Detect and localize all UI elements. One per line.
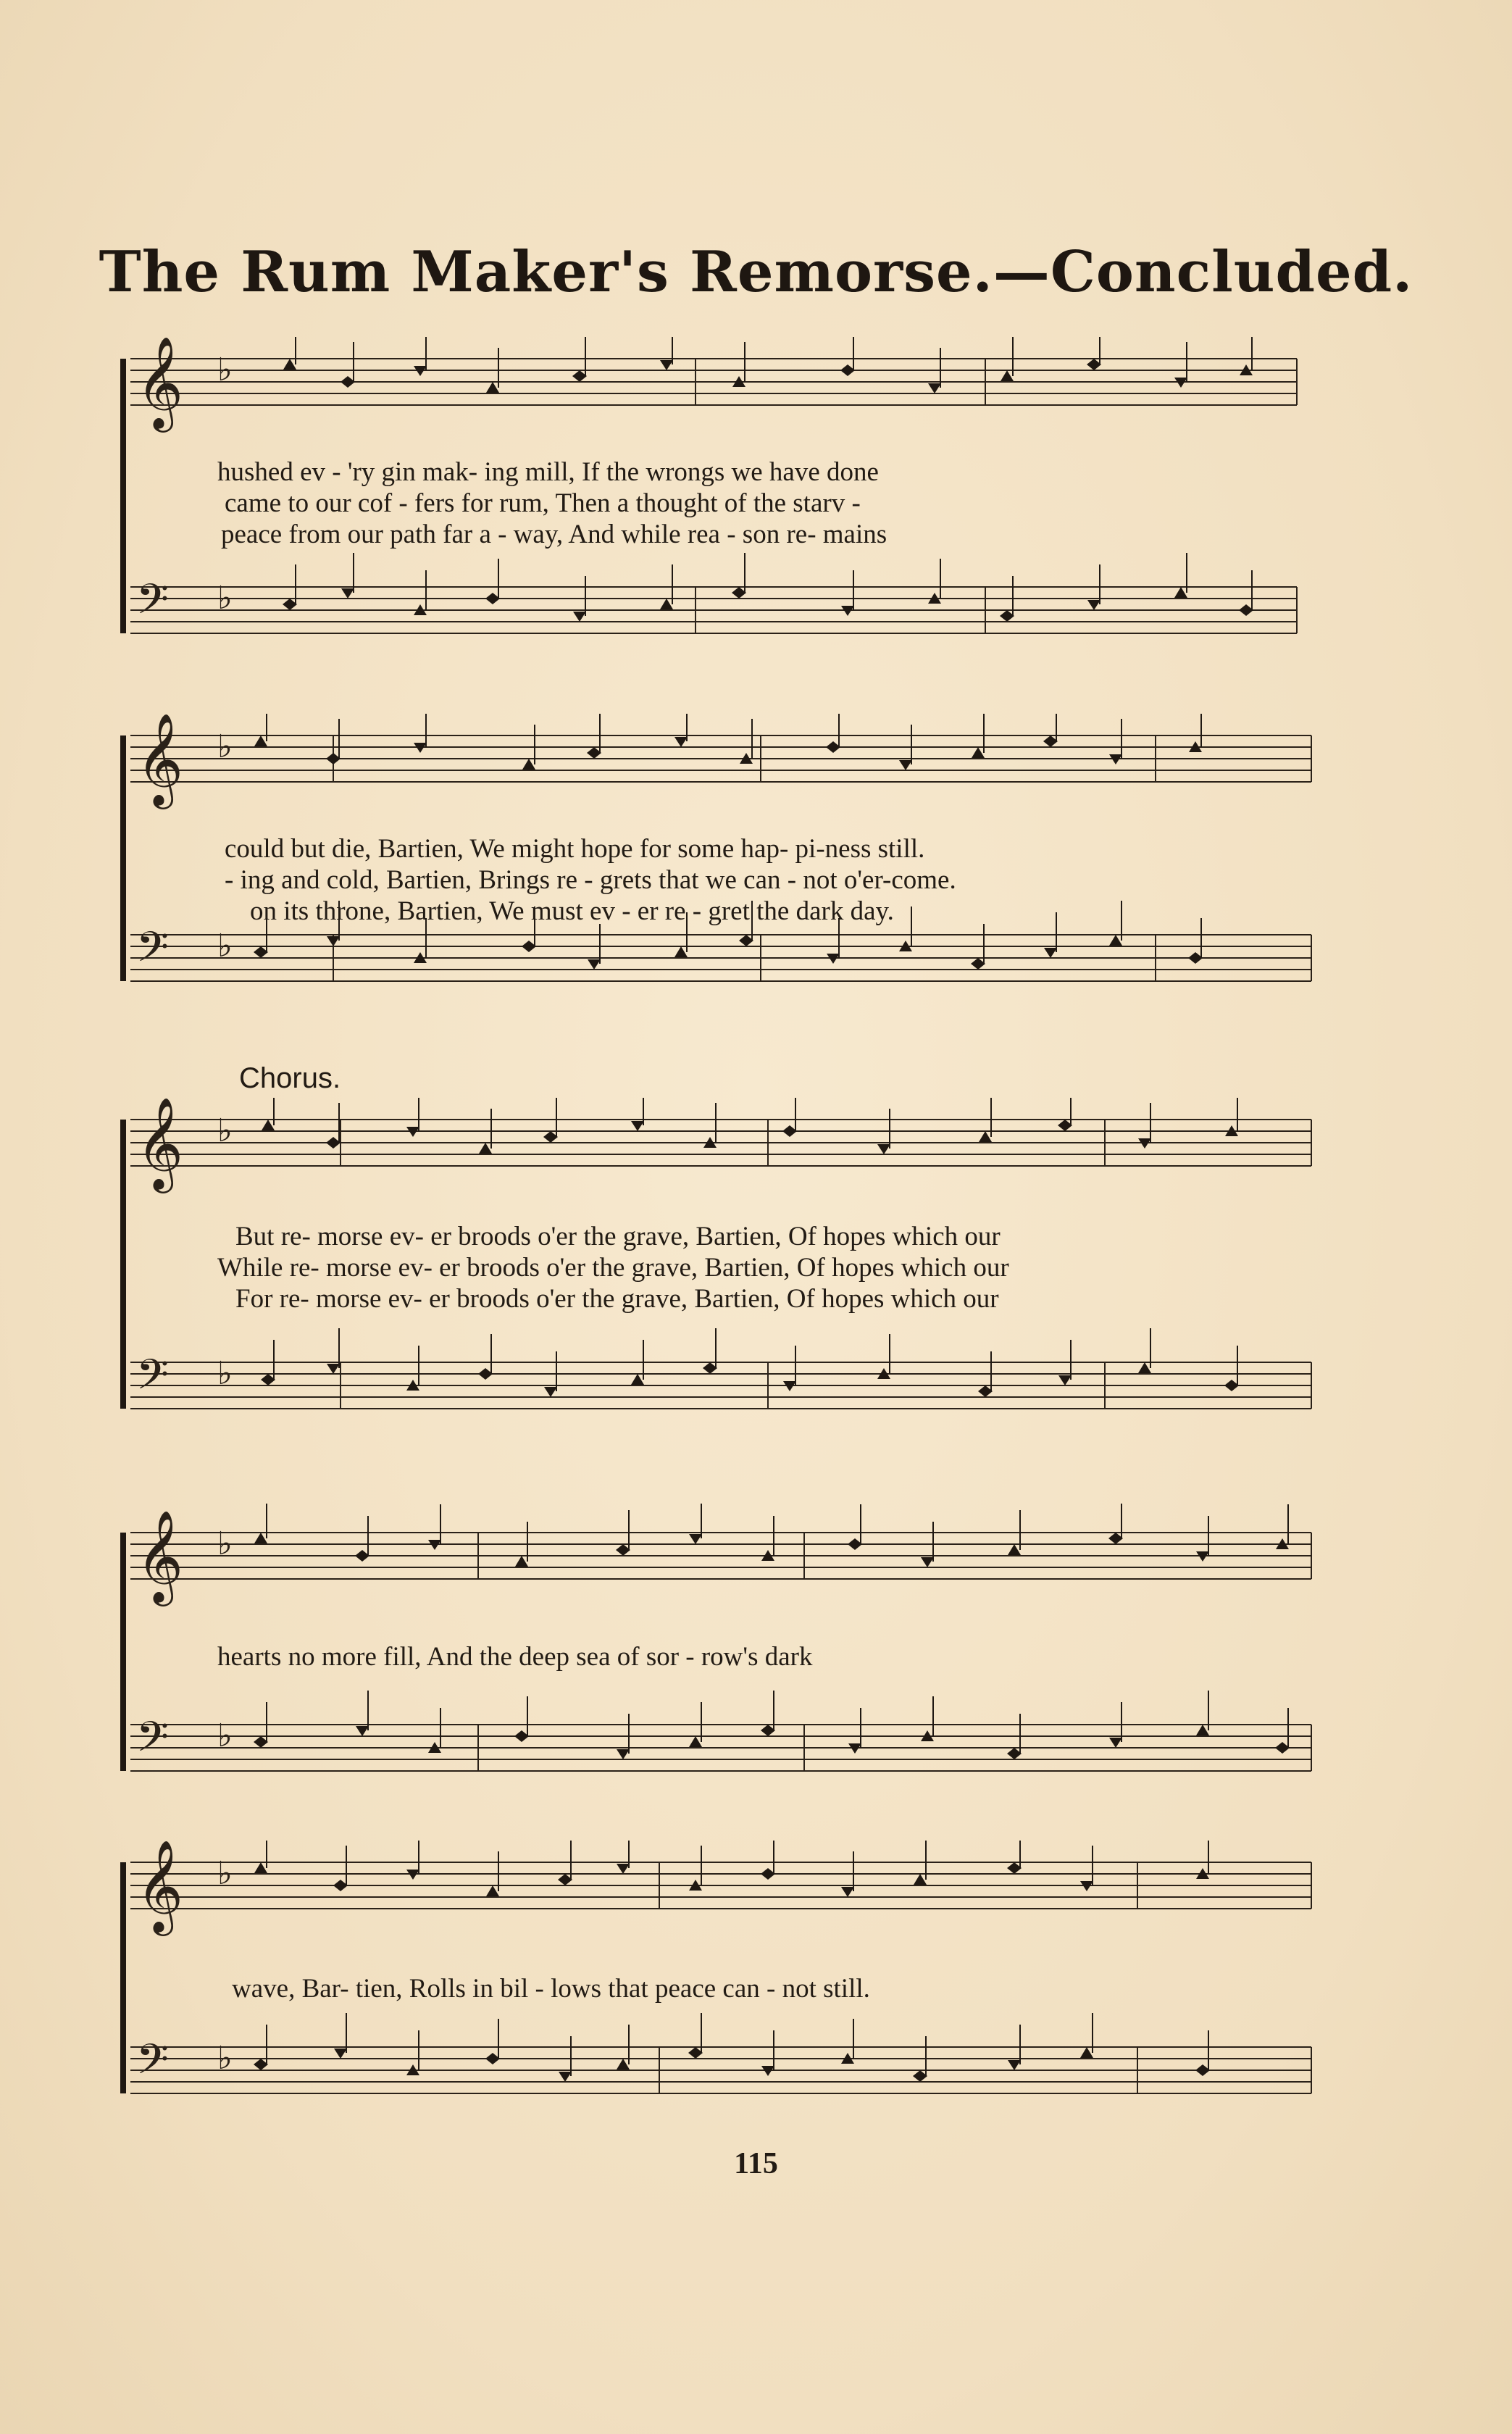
treble-clef-icon: 𝄞 [136,1098,184,1189]
note-head [254,1533,267,1543]
note-head [1044,948,1057,958]
note-head [262,1120,275,1130]
note-head [689,1534,702,1544]
note-head [283,359,296,370]
song-title: The Rum Maker's Remorse.—Concluded. [99,239,1413,305]
note-head [631,1374,644,1385]
lyric-line-1: could but die, Bartien, We might hope for some hap- pi-ness still. [225,834,925,864]
note-head [841,1887,854,1897]
note-head [486,382,499,393]
note-head [327,936,340,946]
flat-sign-icon: ♭ [217,928,233,964]
note-head [1058,1375,1072,1385]
flat-sign-icon: ♭ [217,580,233,617]
note-head [1080,2047,1093,2058]
note-head [334,2049,347,2059]
note-head [1001,370,1014,381]
flat-sign-icon: ♭ [217,1525,233,1562]
note-head [356,1726,369,1736]
note-head [617,1749,630,1759]
note-head [544,1387,557,1397]
treble-clef-icon: 𝄞 [136,1841,184,1932]
bass-clef-icon: 𝄢 [136,922,170,982]
lyric-line-3: For re- morse ev- er broods o'er the grave, Bartien, Of hopes which our [235,1284,999,1314]
lyric-line-2: - ing and cold, Bartien, Brings re - grets that we can - not o'er-come. [225,865,956,895]
flat-sign-icon: ♭ [217,1855,233,1892]
note-head [254,735,267,746]
note-head [899,760,912,770]
note-head [1109,1738,1122,1748]
note-head [327,1364,340,1374]
note-head [979,1131,992,1142]
note-head [914,1874,927,1885]
note-head [1196,1725,1209,1735]
note-head [928,383,941,393]
note-head [515,1556,528,1567]
bass-clef-icon: 𝄢 [136,2035,170,2094]
note-head [660,360,673,370]
chorus-label: Chorus. [239,1062,341,1094]
note-head [631,1121,644,1131]
lyric-line-1: wave, Bar- tien, Rolls in bil - lows that peace can - not still. [232,1974,870,2004]
note-head [1008,1544,1021,1555]
music-system-2 [116,714,1319,1033]
note-head [588,959,601,970]
bass-clef-icon: 𝄢 [136,575,170,634]
note-head [1008,2060,1021,2070]
flat-sign-icon: ♭ [217,1717,233,1754]
music-system-4 [116,1504,1319,1808]
lyric-line-1: hearts no more fill, And the deep sea of sor - row's dark [217,1642,813,1672]
note-head [1174,587,1187,598]
note-head [1087,600,1100,610]
flat-sign-icon: ♭ [217,351,233,388]
note-head [341,588,354,599]
flat-sign-icon: ♭ [217,1355,233,1392]
bass-clef-icon: 𝄢 [136,1350,170,1409]
note-head [972,747,985,758]
flat-sign-icon: ♭ [217,2040,233,2077]
note-head [921,1557,934,1567]
treble-clef-icon: 𝄞 [136,337,184,428]
note-head [689,1736,702,1747]
note-head [1109,935,1122,946]
lyric-line-2: While re- morse ev- er broods o'er the grave, Bartien, Of hopes which our [217,1253,1009,1283]
lyric-line-1: hushed ev - 'ry gin mak- ing mill, If the wrongs we have done [217,457,879,487]
lyric-line-2: came to our cof - fers for rum, Then a thought of the starv - [225,488,861,518]
note-head [479,1143,492,1154]
note-head [617,1864,630,1874]
lyric-line-1: But re- morse ev- er broods o'er the grave, Bartien, Of hopes which our [235,1222,1001,1251]
flat-sign-icon: ♭ [217,728,233,765]
note-head [573,612,586,622]
music-system-3 [116,1098,1319,1453]
note-head [617,2059,630,2070]
music-system-5 [116,1841,1319,2130]
treble-clef-icon: 𝄞 [136,1509,184,1602]
page-number: 115 [734,2147,778,2180]
note-head [674,737,688,747]
note-head [674,946,688,957]
note-head [877,1144,890,1154]
treble-clef-icon: 𝄞 [136,714,184,805]
note-head [660,599,673,609]
lyric-line-3: peace from our path far a - way, And while rea - son re- mains [221,520,887,549]
note-head [522,759,535,770]
note-head [486,1885,499,1896]
music-system-1 [116,337,1319,692]
note-head [254,1862,267,1873]
flat-sign-icon: ♭ [217,1112,233,1149]
lyric-line-3: on its throne, Bartien, We must ev - er re - gret the dark day. [250,896,894,926]
bass-clef-icon: 𝄢 [136,1712,170,1772]
note-head [1138,1362,1151,1373]
note-head [559,2072,572,2082]
